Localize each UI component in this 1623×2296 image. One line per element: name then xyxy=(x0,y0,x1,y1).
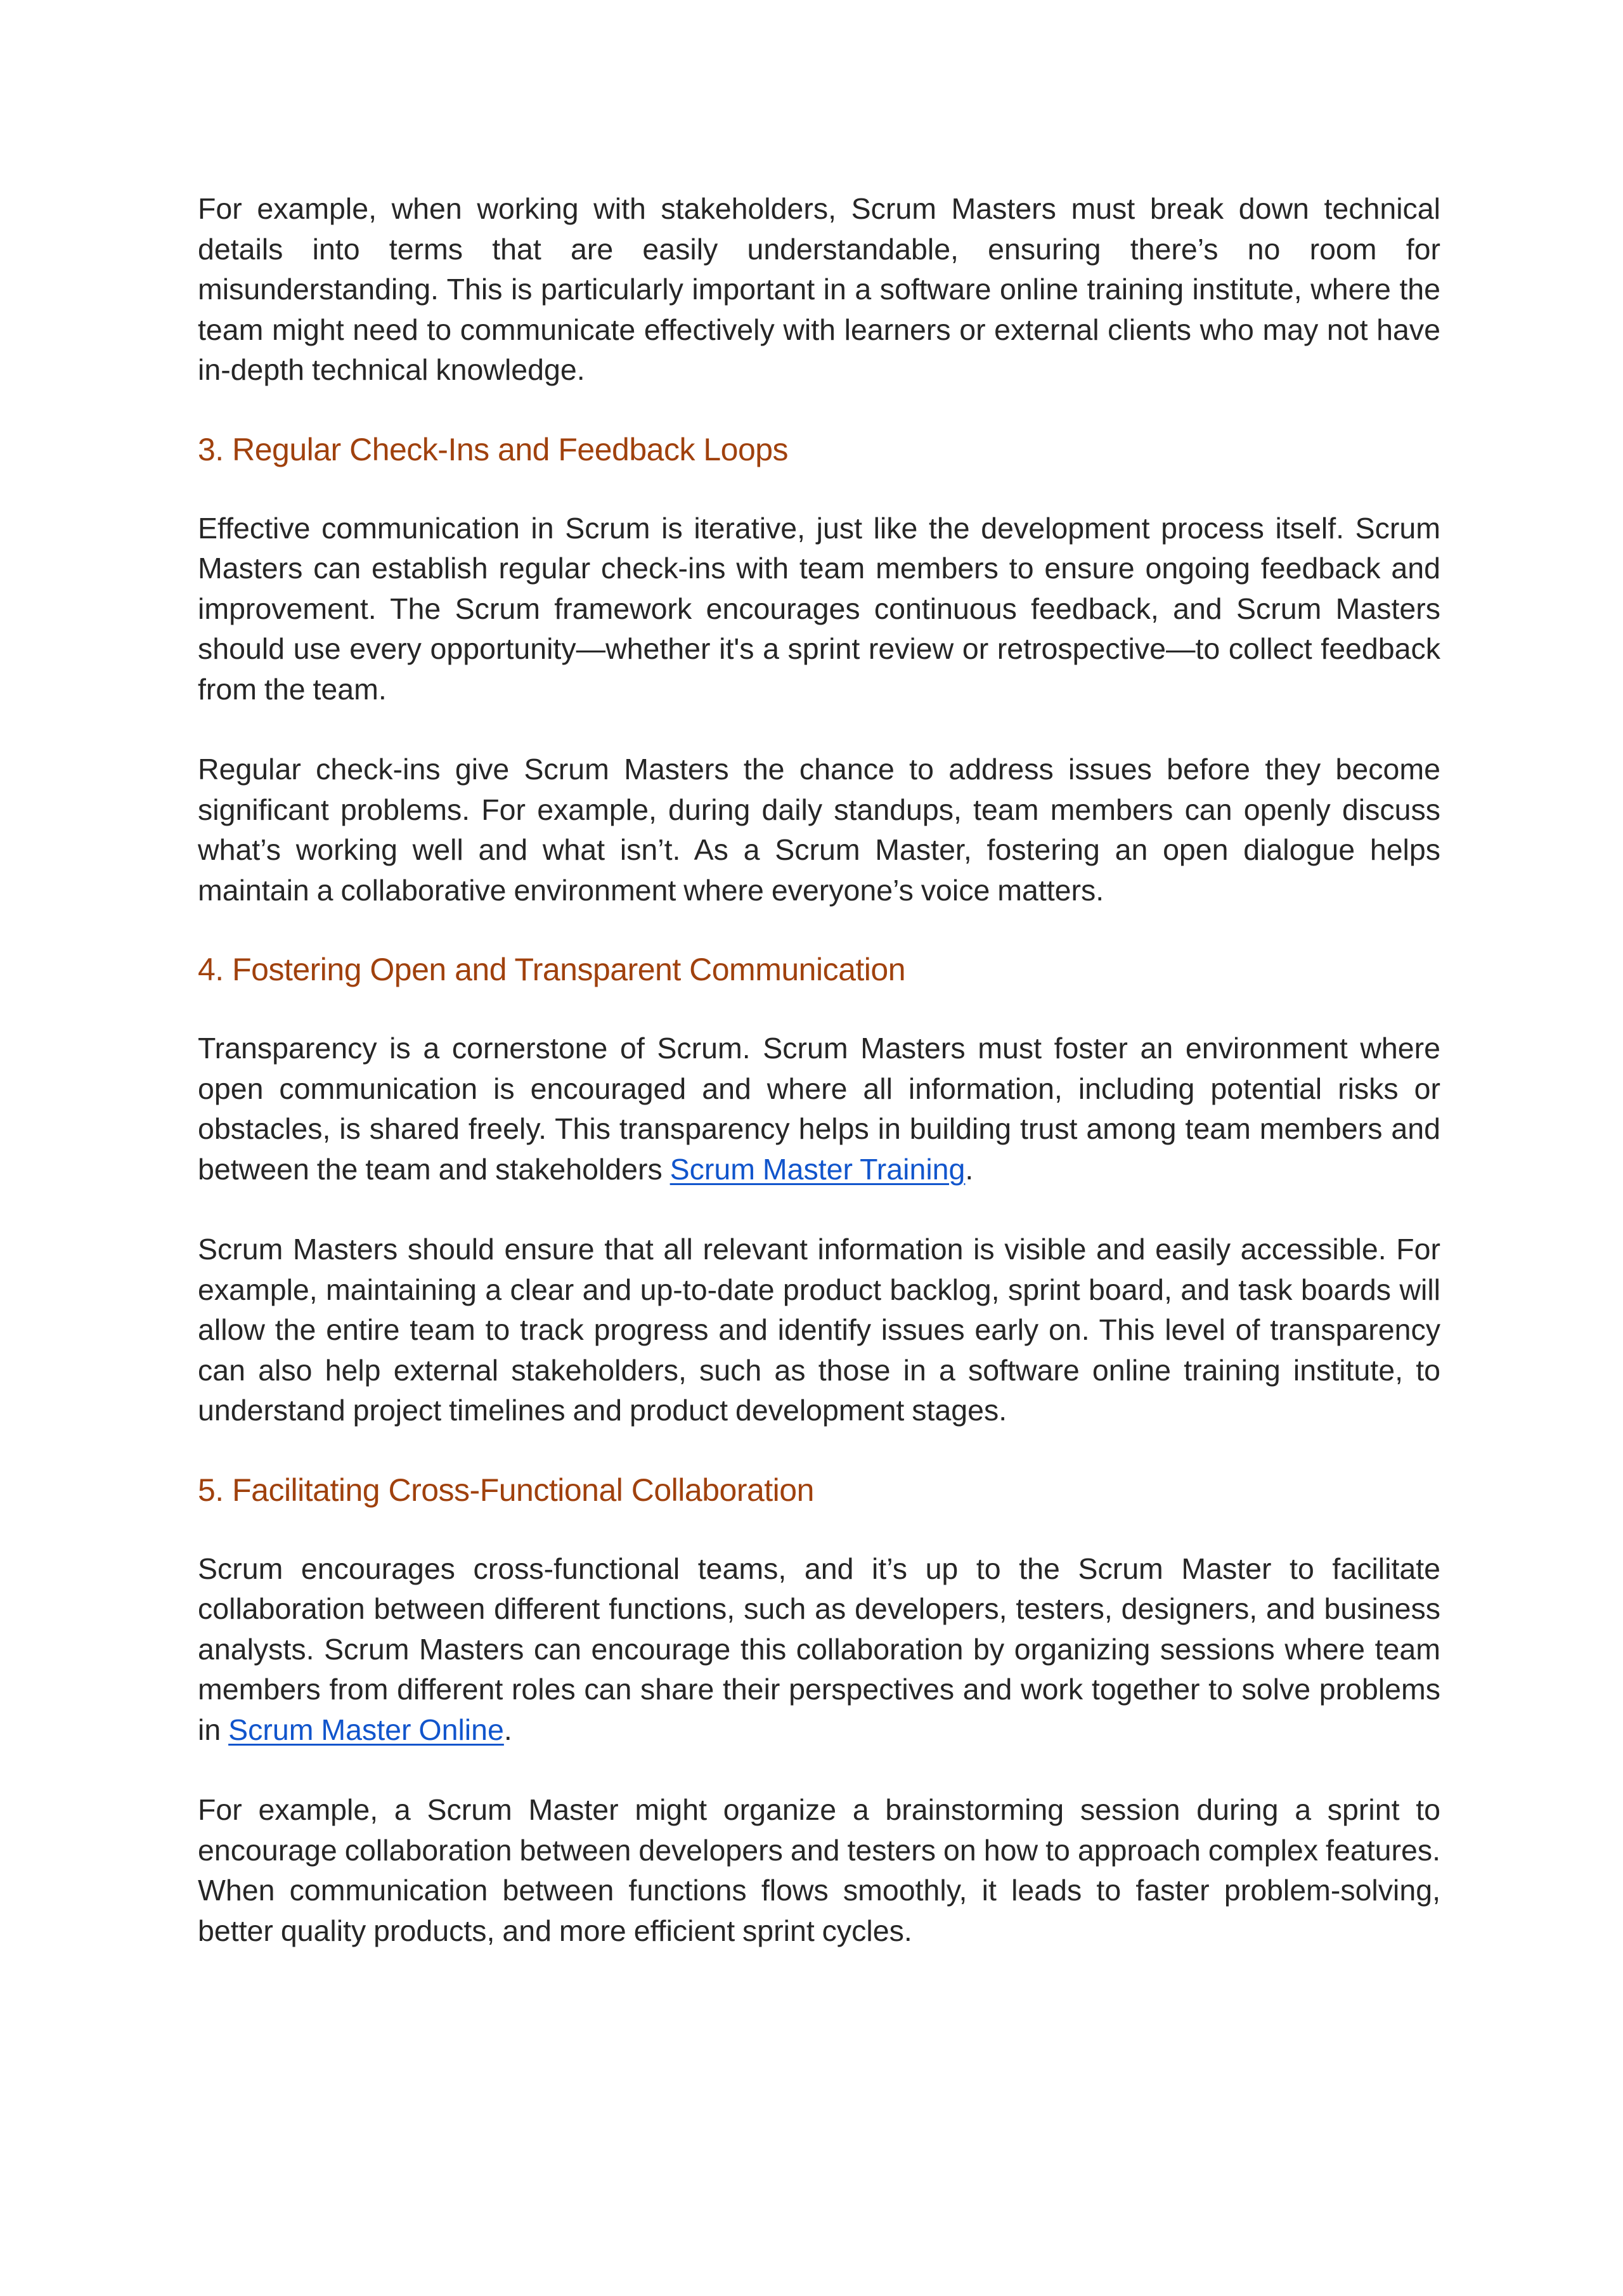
scrum-master-online-link[interactable]: Scrum Master Online xyxy=(228,1713,504,1746)
section-3-heading: 3. Regular Check-Ins and Feedback Loops xyxy=(198,431,789,467)
section-4-paragraph-2: Scrum Masters should ensure that all relevant information is visible and easily accessible. For example, maintaining a clear and up-to-date product backlog, sprint board, and task boards will allow the entire team to track progress and identify issues early on. This level of transparency can also help external stakeholders, such as those in a software online training institute, to understand project timelines and product development stages. xyxy=(198,1233,1440,1427)
intro-paragraph: For example, when working with stakeholders, Scrum Masters must break down technical details into terms that are easily understandable, ensuring there’s no room for misunderstanding. This is particularly important in a software online training institute, where the team might need to communicate effectively with learners or external clients who may not have in-depth technical knowledge. xyxy=(198,192,1440,386)
section-5-paragraph-1 xyxy=(198,1549,1440,1751)
section-4-heading: 4. Fostering Open and Transparent Communication xyxy=(198,952,906,987)
section-3-paragraph-2: Regular check-ins give Scrum Masters the chance to address issues before they become significant problems. For example, during daily standups, team members can openly discuss what’s working well and what isn’t. As a Scrum Master, fostering an open dialogue helps maintain a collaborative environment where everyone’s voice matters. xyxy=(198,753,1440,907)
section-5-paragraph-1-text: Scrum encourages cross-functional teams, and it’s up to the Scrum Master to facilitate collaboration between different functions, such as developers, testers, designers, and business analysts. Scrum Masters can encourage this collaboration by organizing sessions where team members from different roles can share their perspectives and work together to solve problems in xyxy=(198,1552,1440,1746)
scrum-master-training-link[interactable]: Scrum Master Training xyxy=(669,1152,966,1186)
section-4-paragraph-1 xyxy=(198,1028,1440,1190)
section-5-paragraph-1-end: . xyxy=(503,1713,512,1746)
section-5-heading: 5. Facilitating Cross-Functional Collaboration xyxy=(198,1472,814,1508)
document-page xyxy=(198,189,1440,1951)
section-4-paragraph-1-end: . xyxy=(965,1152,974,1186)
section-5-paragraph-2: For example, a Scrum Master might organize a brainstorming session during a sprint to encourage collaboration between developers and testers on how to approach complex features. When communication between functions flows smoothly, it leads to faster problem-solving, better quality products, and more efficient sprint cycles. xyxy=(198,1793,1440,1947)
section-3-paragraph-1: Effective communication in Scrum is iterative, just like the development process itself. Scrum Masters can establish regular check-ins with team members to ensure ongoing feedback and improvement. The Scrum framework encourages continuous feedback, and Scrum Masters should use every opportunity—whether it's a sprint review or retrospective—to collect feedback from the team. xyxy=(198,511,1440,706)
section-4-paragraph-1-text: Transparency is a cornerstone of Scrum. Scrum Masters must foster an environment where open communication is encouraged and where all information, including potential risks or obstacles, is shared freely. This transparency helps in building trust among team members and between the team and stakeholders xyxy=(198,1032,1440,1186)
